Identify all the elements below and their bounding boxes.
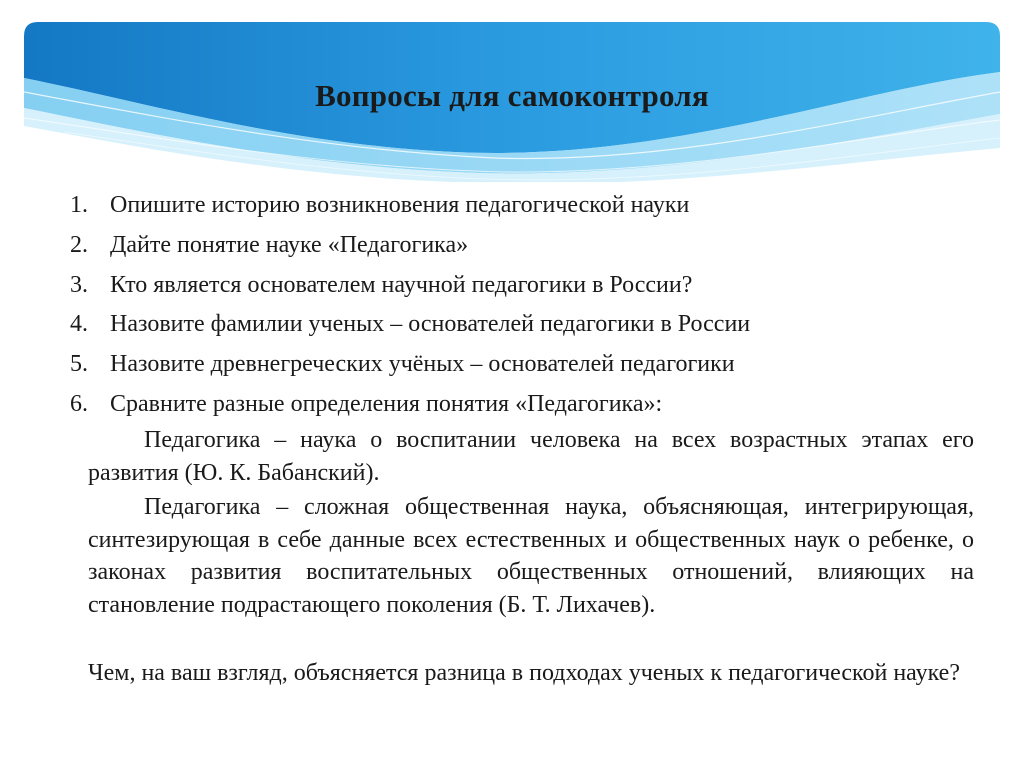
item-number: 5. xyxy=(70,351,88,378)
item-text: Дайте понятие науке «Педагогика» xyxy=(110,231,469,258)
question-list xyxy=(70,186,980,425)
item-text: Сравните разные определения понятия «Педагогика»: xyxy=(110,390,663,417)
final-question: Чем, на ваш взгляд, объясняется разница в подходах ученых к педагогической науке? xyxy=(88,660,960,686)
list-item xyxy=(70,266,980,306)
item-number: 4. xyxy=(70,311,88,338)
item-text: Назовите фамилии ученых – основателей педагогики в России xyxy=(110,311,751,338)
list-item xyxy=(70,345,980,385)
list-item xyxy=(70,186,980,226)
definition-likhachev: Педагогика – сложная общественная наука, объясняющая, интегрирующая, синтезирующая в себе данные всех естественных и общественных наук о ребенке, о законах развития воспитательных общественных отношений, влияющих на становление подрастающего поколения (Б. Т. Лихачев). xyxy=(88,494,974,618)
item-number: 1. xyxy=(70,192,88,218)
item-text: Опишите историю возникновения педагогической науки xyxy=(110,192,690,218)
slide-title: Вопросы для самоконтроля xyxy=(315,78,709,113)
definition-babansky: Педагогика – наука о воспитании человека на всех возрастных этапах его развития (Ю. К. Бабанский). xyxy=(88,427,974,486)
item-number: 6. xyxy=(70,390,88,417)
list-item xyxy=(70,305,980,345)
list-item xyxy=(70,385,980,425)
list-item xyxy=(70,226,980,266)
item-text: Кто является основателем научной педагогики в России? xyxy=(110,271,693,298)
item-number: 2. xyxy=(70,231,88,258)
item-text: Назовите древнегреческих учёных – основателей педагогики xyxy=(110,351,735,378)
item-number: 3. xyxy=(70,271,88,298)
